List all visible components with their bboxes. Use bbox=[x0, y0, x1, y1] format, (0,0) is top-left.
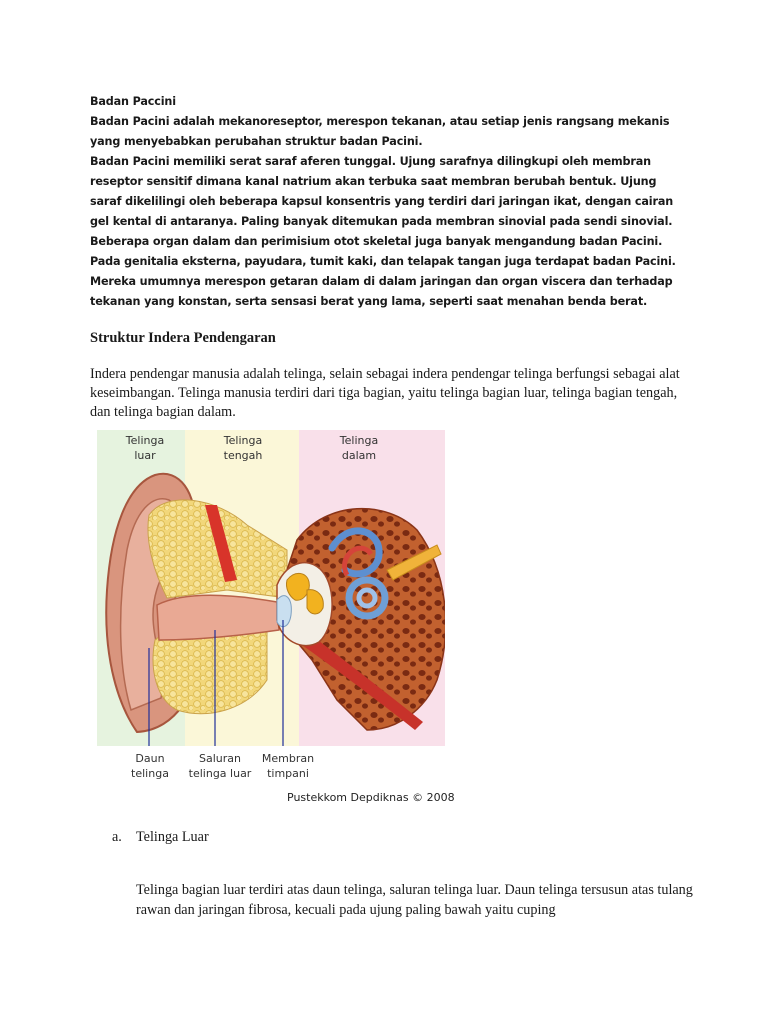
paccini-paragraph-2: Badan Pacini memiliki serat saraf aferen tunggal. Ujung sarafnya dilingkupi oleh membran reseptor sensitif dimana kanal natrium akan terbuka saat membran berubah bentuk. Ujung saraf dikelilingi oleh beberapa kapsul konsentris yang terdiri dari jaringan ikat, dengan cairan gel kental di antaranya. Paling banyak ditemukan pada membran sinovial pada sendi sinovial. Beberapa organ dalam dan perimisium otot skeletal juga banyak mengandung badan Pacini. Pada genitalia eksterna, payudara, tumit kaki, dan telapak tangan juga terdapat badan Pacini. Mereka umumnya merespon getaran dalam di dalam jaringan dan organ viscera dan terhadap tekanan yang konstan, serta sensasi berat yang lama, seperti saat menahan benda berat. bbox=[90, 155, 676, 308]
zone-label-inner bbox=[329, 433, 389, 463]
ear-anatomy-figure bbox=[97, 430, 445, 746]
ear-anatomy-illustration bbox=[97, 430, 445, 746]
caption-membran-timpani bbox=[256, 751, 320, 781]
paccini-section bbox=[90, 92, 690, 312]
list-item-label: Telinga Luar bbox=[136, 829, 209, 845]
ear-intro-paragraph: Indera pendengar manusia adalah telinga, selain sebagai indera pendengar telinga berfungsi sebagai alat keseimbangan. Telinga manusia terdiri dari tiga bagian, yaitu telinga bagian luar, telinga bagian tengah, dan telinga bagian dalam. bbox=[90, 366, 680, 420]
caption-daun-telinga bbox=[124, 751, 176, 781]
zone-label-middle bbox=[213, 433, 273, 463]
ear-structure-heading: Struktur Indera Pendengaran bbox=[90, 330, 276, 346]
list-marker: a. bbox=[112, 829, 122, 845]
figure-credit: Pustekkom Depdiknas © 2008 bbox=[287, 791, 455, 804]
caption-daun-line1: Daun bbox=[135, 752, 165, 765]
zone-label-inner-line1: Telinga bbox=[339, 434, 379, 447]
zone-label-middle-line1: Telinga bbox=[223, 434, 263, 447]
paccini-paragraph-1: Badan Pacini adalah mekanoreseptor, merespon tekanan, atau setiap jenis rangsang mekanis yang menyebabkan perubahan struktur badan Pacini. bbox=[90, 115, 670, 148]
zone-label-outer-line1: Telinga bbox=[125, 434, 165, 447]
caption-membran-line1: Membran bbox=[261, 752, 315, 765]
paccini-title: Badan Paccini bbox=[90, 95, 176, 108]
caption-saluran-line2: telinga luar bbox=[188, 767, 252, 780]
caption-saluran-telinga bbox=[180, 751, 260, 781]
zone-label-middle-line2: tengah bbox=[223, 449, 263, 462]
caption-daun-line2: telinga bbox=[131, 767, 169, 780]
tympanic-membrane-shape bbox=[277, 596, 291, 627]
zone-label-outer bbox=[117, 433, 173, 463]
telinga-luar-paragraph: Telinga bagian luar terdiri atas daun telinga, saluran telinga luar. Daun telinga tersusun atas tulang rawan dan jaringan fibrosa, kecuali pada ujung paling bawah yaitu cuping bbox=[136, 882, 693, 918]
zone-label-inner-line2: dalam bbox=[341, 449, 377, 462]
caption-saluran-line1: Saluran bbox=[199, 752, 241, 765]
list-item-telinga-luar bbox=[112, 829, 209, 846]
zone-label-outer-line2: luar bbox=[134, 449, 156, 462]
caption-membran-line2: timpani bbox=[267, 767, 309, 780]
